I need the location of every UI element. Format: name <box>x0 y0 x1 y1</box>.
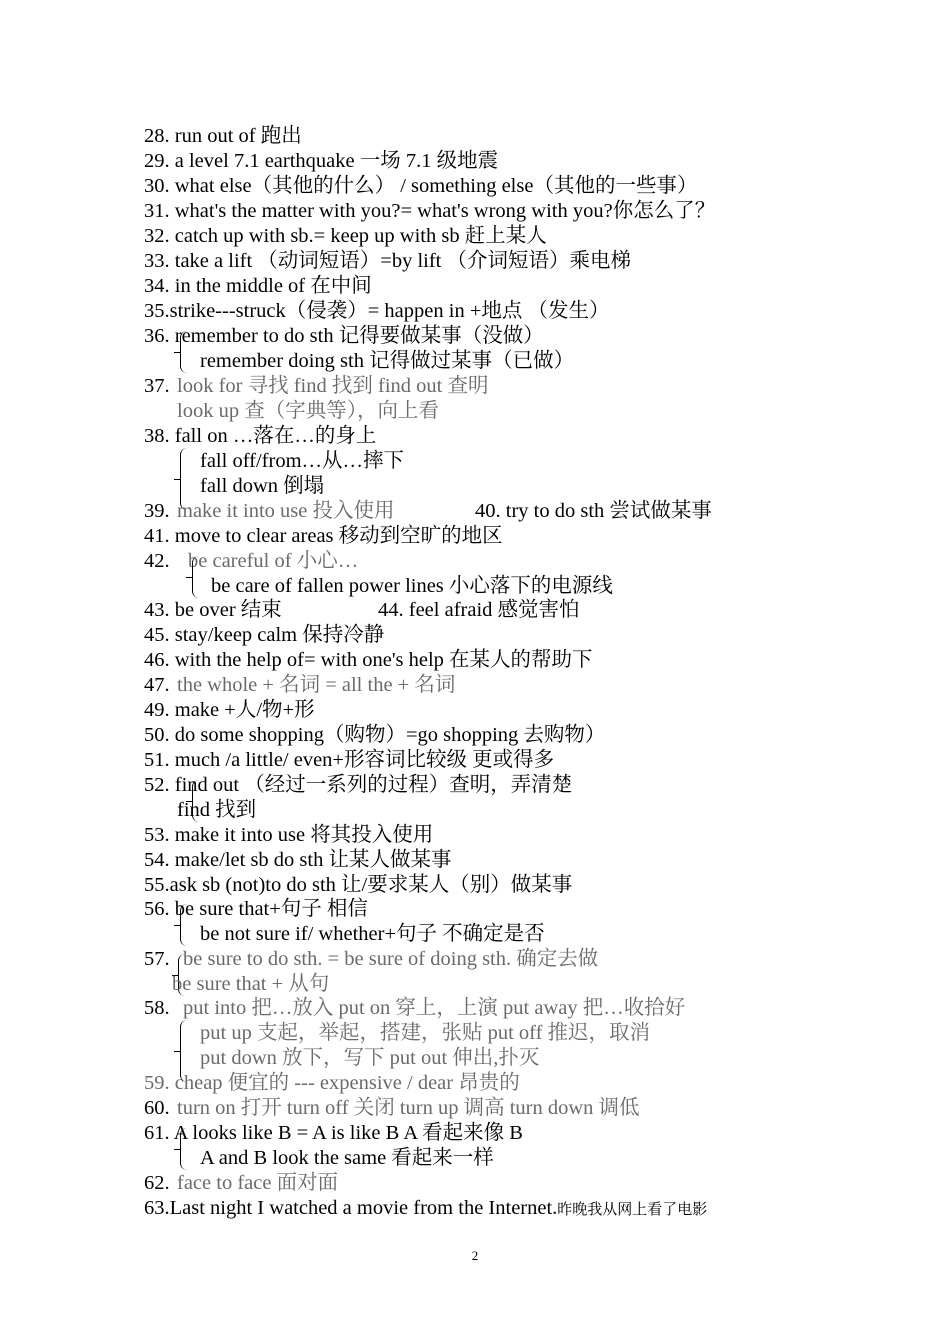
item-37-number: 37. <box>144 375 170 397</box>
item-34: 34. in the middle of 在中间 <box>144 275 372 297</box>
item-58-alt-2: put down 放下，写下 put out 伸出,扑灭 <box>200 1047 540 1069</box>
item-43: 43. be over 结束 <box>144 599 282 621</box>
item-36: 36. remember to do sth 记得要做某事（没做） <box>144 325 544 347</box>
item-41: 41. move to clear areas 移动到空旷的地区 <box>144 525 503 547</box>
item-53: 53. make it into use 将其投入使用 <box>144 824 434 846</box>
item-31: 31. what's the matter with you?= what's wrong with you?你怎么了？ <box>144 200 716 222</box>
item-63 <box>144 1196 707 1221</box>
brace-36 <box>180 331 193 373</box>
item-60: turn on 打开 turn off 关闭 turn up 调高 turn down 调低 <box>177 1097 640 1119</box>
item-55: 55.ask sb (not)to do sth 让/要求某人（别）做某事 <box>144 874 573 896</box>
item-47: the whole + 名词 = all the + 名词 <box>177 674 456 696</box>
item-59: 59. cheap 便宜的 --- expensive / dear 昂贵的 <box>144 1072 520 1094</box>
item-57: be sure to do sth. = be sure of doing sth. 确定去做 <box>183 948 599 970</box>
brace-56 <box>180 904 193 946</box>
item-39: make it into use 投入使用 <box>177 500 395 522</box>
item-42-number: 42. <box>144 550 170 572</box>
item-37: look for 寻找 find 找到 find out 查明 <box>177 375 489 397</box>
item-30: 30. what else（其他的什么） / something else（其他的一些事） <box>144 175 698 197</box>
item-28: 28. run out of 跑出 <box>144 125 302 147</box>
item-52: 52. find out （经过一系列的过程）查明，弄清楚 <box>144 774 573 796</box>
item-37-alt: look up 查（字典等），向上看 <box>177 400 439 422</box>
item-39-number: 39. <box>144 500 170 522</box>
item-50: 50. do some shopping（购物）=go shopping 去购物） <box>144 724 606 746</box>
item-42: be careful of 小心… <box>188 550 359 572</box>
item-58-alt-1: put up 支起，举起，搭建，张贴 put off 推迟，取消 <box>200 1022 651 1044</box>
item-36-alt: remember doing sth 记得做过某事（已做） <box>200 350 575 372</box>
item-38-alt-1: fall off/from…从…摔下 <box>200 450 405 472</box>
item-38-alt-2: fall down 倒塌 <box>200 475 325 497</box>
item-57-alt: be sure that + 从句 <box>172 973 330 995</box>
item-46: 46. with the help of= with one's help 在某人的帮助下 <box>144 649 593 671</box>
item-29: 29. a level 7.1 earthquake 一场 7.1 级地震 <box>144 150 499 172</box>
page-number: 2 <box>471 1248 479 1263</box>
item-44: 44. feel afraid 感觉害怕 <box>378 599 580 621</box>
item-35: 35.strike---struck（侵袭）= happen in +地点 （发生） <box>144 300 610 322</box>
item-58: put into 把…放入 put on 穿上，上演 put away 把…收拾好 <box>183 997 686 1019</box>
item-52-alt: find 找到 <box>177 799 257 821</box>
item-54: 54. make/let sb do sth 让某人做某事 <box>144 849 452 871</box>
item-33: 33. take a lift （动词短语）=by lift （介词短语）乘电梯 <box>144 250 632 272</box>
item-38: 38. fall on …落在…的身上 <box>144 425 377 447</box>
item-47-number: 47. <box>144 674 170 696</box>
item-57-number: 57. <box>144 948 170 970</box>
item-40: 40. try to do sth 尝试做某事 <box>475 500 712 522</box>
item-63-chinese: 昨晚我从网上看了电影 <box>557 1202 708 1218</box>
item-58-number: 58. <box>144 997 170 1019</box>
item-32: 32. catch up with sb.= keep up with sb 赶上某人 <box>144 225 547 247</box>
item-56: 56. be sure that+句子 相信 <box>144 898 368 920</box>
brace-42 <box>192 556 205 598</box>
item-56-alt: be not sure if/ whether+句子 不确定是否 <box>200 923 545 945</box>
item-51: 51. much /a little/ even+形容词比较级 更或得多 <box>144 749 555 771</box>
item-63-english: 63.Last night I watched a movie from the Internet. <box>144 1197 558 1219</box>
item-49: 49. make +人/物+形 <box>144 699 315 721</box>
item-61-alt: A and B look the same 看起来一样 <box>200 1147 494 1169</box>
item-61: 61. A looks like B = A is like B A 看起来像 B <box>144 1122 523 1144</box>
item-45: 45. stay/keep calm 保持冷静 <box>144 624 385 646</box>
item-60-number: 60. <box>144 1097 170 1119</box>
item-42-alt: be care of fallen power lines 小心落下的电源线 <box>211 575 613 597</box>
brace-61 <box>180 1128 193 1170</box>
item-62: face to face 面对面 <box>177 1172 339 1194</box>
item-62-number: 62. <box>144 1172 170 1194</box>
